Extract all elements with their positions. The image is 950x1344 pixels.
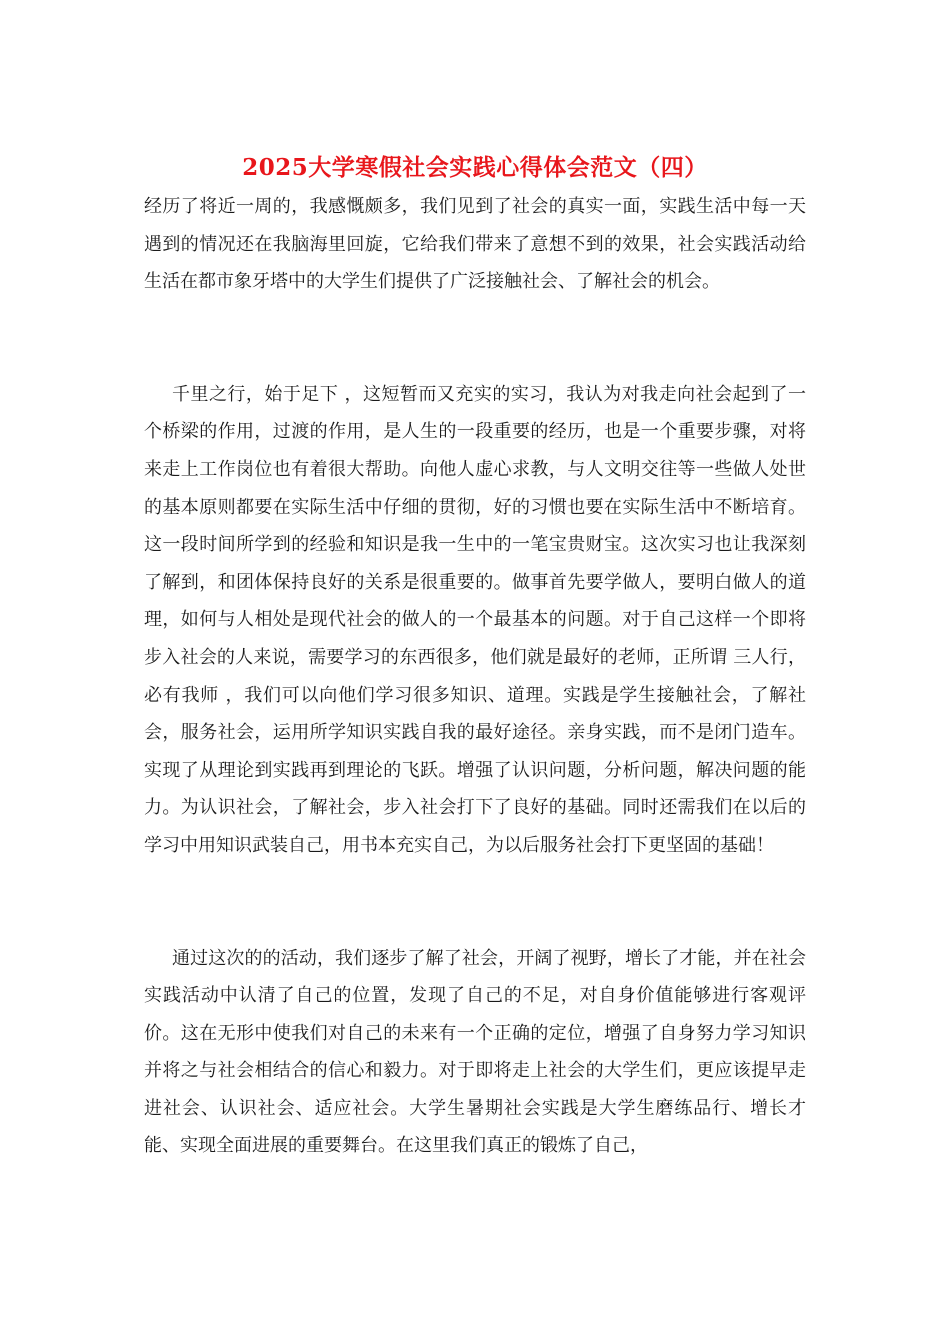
paragraph-spacer: [144, 301, 806, 376]
document-title: 2025大学寒假社会实践心得体会范文（四）: [242, 154, 708, 181]
paragraph-spacer: [144, 865, 806, 940]
paragraph-2: 千里之行，始于足下 ，这短暂而又充实的实习，我认为对我走向社会起到了一个桥梁的作用，过渡的作用，是人生的一段重要的经历，也是一个重要步骤，对将来走上工作岗位也有着很大帮助。向他人虚心求教，与人文明交往等一些做人处世的基本原则都要在实际生活中仔细的贯彻，好的习惯也要在实际生活中不断培育。这一段时间所学到的经验和知识是我一生中的一笔宝贵财宝。这次实习也让我深刻了解到，和团体保持良好的关系是很重要的。做事首先要学做人，要明白做人的道理，如何与人相处是现代社会的做人的一个最基本的问题。对于自己这样一个即将步入社会的人来说，需要学习的东西很多，他们就是最好的老师，正所谓 三人行，必有我师 ，我们可以向他们学习很多知识、道理。实践是学生接触社会，了解社会，服务社会，运用所学知识实践自我的最好途径。亲身实践，而不是闭门造车。实现了从理论到实践再到理论的飞跃。增强了认识问题，分析问题，解决问题的能力。为认识社会，了解社会，步入社会打下了良好的基础。同时还需我们在以后的学习中用知识武装自己，用书本充实自己，为以后服务社会打下更坚固的基础！: [144, 383, 806, 856]
document-page: [144, 148, 806, 1165]
paragraph-3: 通过这次的的活动，我们逐步了解了社会，开阔了视野，增长了才能，并在社会实践活动中认清了自己的位置，发现了自己的不足，对自身价值能够进行客观评价。这在无形中使我们对自己的未来有一个正确的定位，增强了自身努力学习知识并将之与社会相结合的信心和毅力。对于即将走上社会的大学生们，更应该提早走进社会、认识社会、适应社会。大学生暑期社会实践是大学生磨练品行、增长才能、实现全面进展的重要舞台。在这里我们真正的锻炼了自己，: [144, 947, 806, 1157]
paragraph-1: 经历了将近一周的，我感慨颇多，我们见到了社会的真实一面，实践生活中每一天遇到的情况还在我脑海里回旋，它给我们带来了意想不到的效果，社会实践活动给生活在都市象牙塔中的大学生们提供了广泛接触社会、了解社会的机会。: [144, 196, 806, 293]
